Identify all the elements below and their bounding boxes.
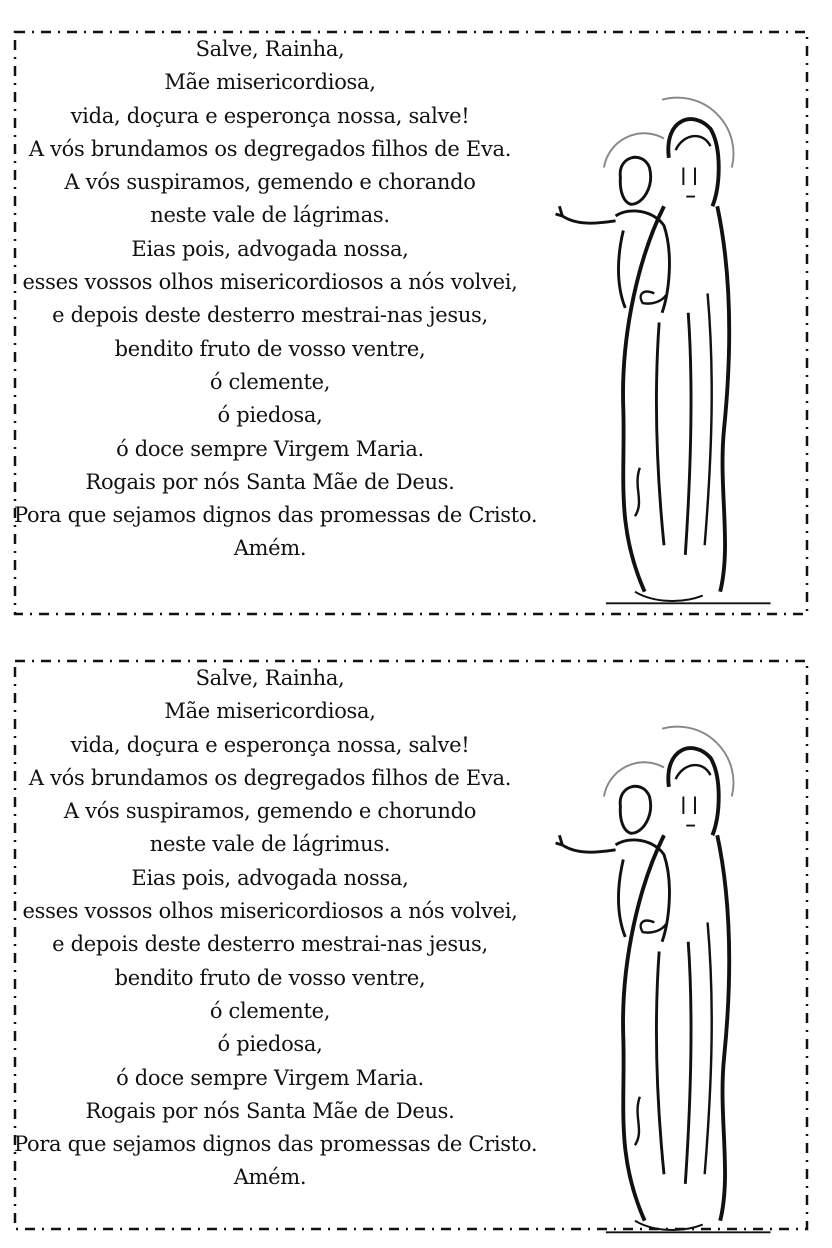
prayer-line: Pora que sejamos dignos das promessas de Cristo. [14,503,538,528]
prayer-line: Pora que sejamos dignos das promessas de Cristo. [14,1132,538,1157]
prayer-card-top [14,31,808,615]
prayer-line: e depois deste desterro mestrai-nas jesus, [52,303,488,328]
prayer-line: vida, doçura e esperonça nossa, salve! [70,103,470,128]
prayer-line: ó piedosa, [217,403,323,428]
prayer-line: ó doce sempre Virgem Maria. [116,436,424,461]
prayer-line: A vós suspiramos, gemendo e chorundo [63,799,477,824]
prayer-line: Eias pois, advogada nossa, [131,865,409,890]
prayer-line: vida, doçura e esperonça nossa, salve! [70,732,470,757]
virgin-mary-with-child-icon [544,61,784,613]
prayer-line: bendito fruto de vosso ventre, [114,965,426,990]
prayer-line: ó clemente, [209,998,331,1023]
prayer-line: Amém. [233,1165,307,1190]
prayer-line: neste vale de lágrimus. [149,832,391,857]
prayer-line: e depois deste desterro mestrai-nas jesus, [52,932,488,957]
prayer-card-bottom [14,660,808,1244]
prayer-line: esses vossos olhos misericordiosos a nós volvei, [22,899,518,924]
prayer-line: Rogais por nós Santa Mãe de Deus. [85,469,455,494]
prayer-line: ó doce sempre Virgem Maria. [116,1065,424,1090]
prayer-text [14,33,538,566]
prayer-line: Amém. [233,536,307,561]
prayer-line: Mãe misericordiosa, [164,70,376,95]
prayer-text [14,662,538,1195]
prayer-line: Salve, Rainha, [195,37,345,61]
prayer-line: bendito fruto de vosso ventre, [114,336,426,361]
prayer-line: neste vale de lágrimas. [150,203,390,228]
prayer-line: esses vossos olhos misericordiosos a nós volvei, [22,270,518,295]
prayer-line: A vós suspiramos, gemendo e chorando [64,170,476,195]
prayer-line: Eias pois, advogada nossa, [131,236,409,261]
prayer-line: ó clemente, [209,369,331,394]
prayer-line: ó piedosa, [217,1032,323,1057]
prayer-line: Mãe misericordiosa, [164,699,376,724]
prayer-line: A vós brundamos os degregados filhos de Eva. [28,765,512,790]
prayer-line: Rogais por nós Santa Mãe de Deus. [85,1098,455,1123]
virgin-mary-with-child-icon [544,690,784,1242]
prayer-line: Salve, Rainha, [195,666,345,690]
prayer-line: A vós brundamos os degregados filhos de Eva. [28,136,512,161]
